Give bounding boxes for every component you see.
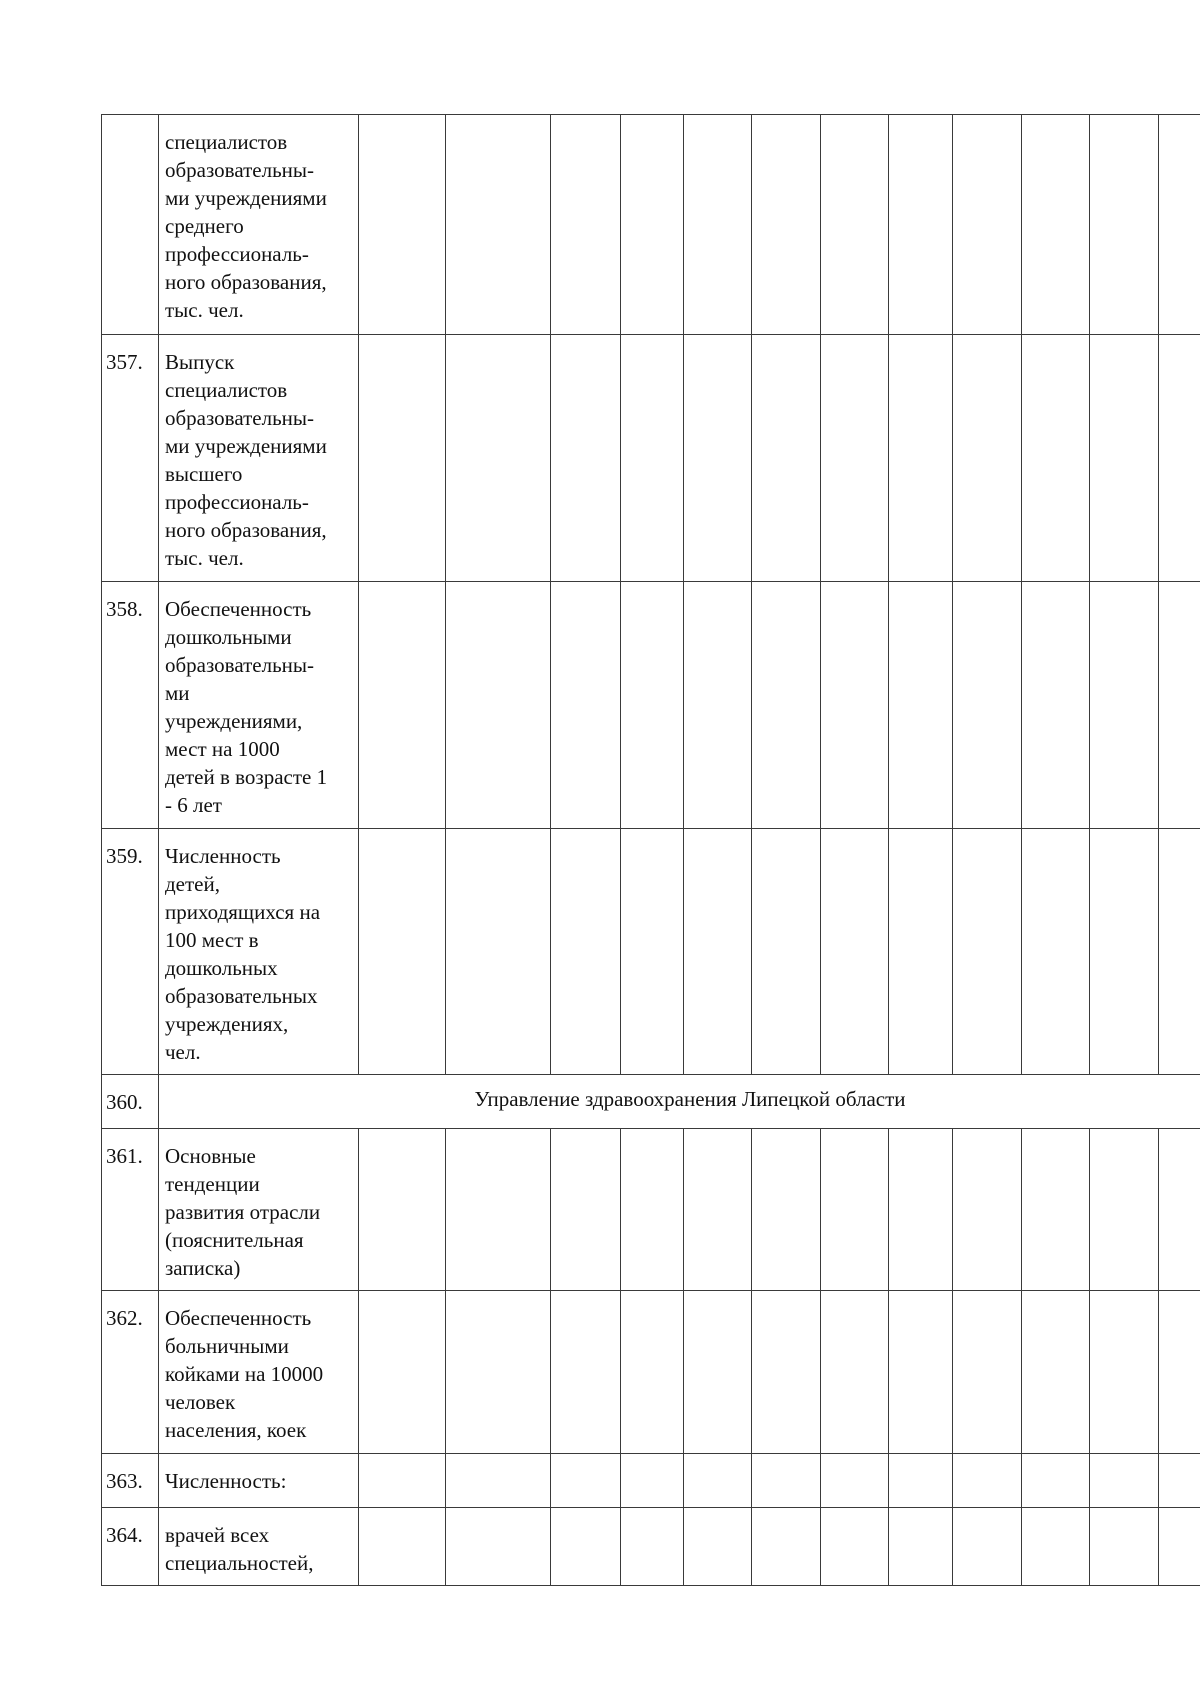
indicator-label-line: ми bbox=[165, 681, 190, 705]
value-cell bbox=[684, 1508, 752, 1586]
indicator-label-line: человек bbox=[165, 1390, 236, 1414]
value-cell bbox=[359, 335, 446, 582]
value-cell bbox=[953, 115, 1022, 335]
value-cell bbox=[551, 115, 621, 335]
value-cell bbox=[1090, 335, 1159, 582]
table-row bbox=[102, 1291, 1200, 1454]
row-number: 361. bbox=[102, 1129, 159, 1291]
value-cell bbox=[889, 335, 953, 582]
indicator-label-line: населения, коек bbox=[165, 1418, 307, 1442]
value-cell bbox=[953, 1454, 1022, 1508]
value-cell bbox=[684, 829, 752, 1075]
value-cell bbox=[889, 1508, 953, 1586]
indicator-label-line: образовательны- bbox=[165, 406, 314, 430]
table-row bbox=[102, 335, 1200, 582]
value-cell bbox=[621, 1291, 684, 1454]
value-cell bbox=[621, 829, 684, 1075]
indicator-label-line: Численность: bbox=[165, 1469, 287, 1493]
value-cell bbox=[889, 829, 953, 1075]
indicator-label-line: ного образования, bbox=[165, 270, 327, 294]
document-table-container bbox=[101, 114, 1200, 1586]
section-title: Управление здравоохранения Липецкой области bbox=[159, 1075, 1200, 1129]
row-number bbox=[102, 115, 159, 335]
value-cell bbox=[752, 1291, 821, 1454]
indicator-label-line: тыс. чел. bbox=[165, 298, 244, 322]
value-cell bbox=[551, 1454, 621, 1508]
indicator-label-line: тенденции bbox=[165, 1172, 260, 1196]
section-row bbox=[102, 1075, 1200, 1129]
value-cell bbox=[684, 1454, 752, 1508]
value-cell bbox=[1090, 829, 1159, 1075]
value-cell bbox=[1159, 582, 1200, 829]
value-cell bbox=[889, 582, 953, 829]
value-cell bbox=[446, 115, 551, 335]
value-cell bbox=[1090, 1454, 1159, 1508]
indicator-label-line: врачей всех bbox=[165, 1523, 270, 1547]
indicator-label-line: ми учреждениями bbox=[165, 434, 327, 458]
value-cell bbox=[684, 335, 752, 582]
indicator-label-line: Численность bbox=[165, 844, 281, 868]
indicator-label-line: ми учреждениями bbox=[165, 186, 327, 210]
value-cell bbox=[821, 1291, 889, 1454]
indicator-label-line: специалистов bbox=[165, 130, 288, 154]
indicator-label-line: детей, bbox=[165, 872, 220, 896]
indicator-label-line: - 6 лет bbox=[165, 793, 222, 817]
indicator-label-line: 100 мест в bbox=[165, 928, 259, 952]
value-cell bbox=[821, 115, 889, 335]
indicator-label-line: специальностей, bbox=[165, 1551, 314, 1575]
indicator-label-line: дошкольных bbox=[165, 956, 278, 980]
value-cell bbox=[551, 582, 621, 829]
indicator-label-line: учреждениях, bbox=[165, 1012, 289, 1036]
indicator-label-line: дошкольными bbox=[165, 625, 292, 649]
value-cell bbox=[1159, 1129, 1200, 1291]
value-cell bbox=[684, 115, 752, 335]
value-cell bbox=[446, 829, 551, 1075]
value-cell bbox=[889, 1291, 953, 1454]
value-cell bbox=[752, 115, 821, 335]
value-cell bbox=[821, 829, 889, 1075]
value-cell bbox=[1022, 1454, 1090, 1508]
value-cell bbox=[752, 1129, 821, 1291]
value-cell bbox=[752, 829, 821, 1075]
value-cell bbox=[752, 1454, 821, 1508]
value-cell bbox=[446, 1291, 551, 1454]
value-cell bbox=[953, 829, 1022, 1075]
value-cell bbox=[551, 1291, 621, 1454]
value-cell bbox=[359, 1129, 446, 1291]
indicator-label-line: Обеспеченность bbox=[165, 597, 312, 621]
indicator-label bbox=[159, 829, 359, 1075]
value-cell bbox=[752, 1508, 821, 1586]
value-cell bbox=[953, 1291, 1022, 1454]
value-cell bbox=[1159, 1508, 1200, 1586]
indicator-label-line: чел. bbox=[165, 1040, 201, 1064]
value-cell bbox=[953, 582, 1022, 829]
indicator-label-line: (пояснительная bbox=[165, 1228, 304, 1252]
indicator-label bbox=[159, 335, 359, 582]
value-cell bbox=[551, 829, 621, 1075]
indicator-label-line: образовательных bbox=[165, 984, 318, 1008]
indicator-label-line: образовательны- bbox=[165, 158, 314, 182]
value-cell bbox=[1022, 1291, 1090, 1454]
indicator-label-line: ного образования, bbox=[165, 518, 327, 542]
indicator-label-line: тыс. чел. bbox=[165, 546, 244, 570]
indicator-label-line: учреждениями, bbox=[165, 709, 303, 733]
value-cell bbox=[821, 1508, 889, 1586]
value-cell bbox=[1090, 1129, 1159, 1291]
indicator-label bbox=[159, 1454, 359, 1508]
indicator-label-line: среднего bbox=[165, 214, 244, 238]
value-cell bbox=[1022, 829, 1090, 1075]
value-cell bbox=[684, 1291, 752, 1454]
value-cell bbox=[446, 1454, 551, 1508]
indicator-label bbox=[159, 1508, 359, 1586]
value-cell bbox=[953, 335, 1022, 582]
value-cell bbox=[1090, 115, 1159, 335]
row-number: 358. bbox=[102, 582, 159, 829]
value-cell bbox=[1022, 1508, 1090, 1586]
value-cell bbox=[359, 1454, 446, 1508]
value-cell bbox=[359, 1291, 446, 1454]
value-cell bbox=[1159, 1454, 1200, 1508]
value-cell bbox=[446, 1129, 551, 1291]
value-cell bbox=[1159, 829, 1200, 1075]
value-cell bbox=[621, 335, 684, 582]
value-cell bbox=[621, 1129, 684, 1291]
value-cell bbox=[1022, 582, 1090, 829]
table-row bbox=[102, 1129, 1200, 1291]
value-cell bbox=[621, 1454, 684, 1508]
value-cell bbox=[359, 582, 446, 829]
table-row bbox=[102, 1508, 1200, 1586]
row-number: 360. bbox=[102, 1075, 159, 1129]
value-cell bbox=[446, 1508, 551, 1586]
table-row bbox=[102, 829, 1200, 1075]
value-cell bbox=[1159, 115, 1200, 335]
value-cell bbox=[359, 115, 446, 335]
row-number: 364. bbox=[102, 1508, 159, 1586]
indicator-label bbox=[159, 582, 359, 829]
value-cell bbox=[889, 115, 953, 335]
value-cell bbox=[821, 335, 889, 582]
indicator-label-line: профессиональ- bbox=[165, 490, 309, 514]
value-cell bbox=[821, 582, 889, 829]
table-row bbox=[102, 582, 1200, 829]
value-cell bbox=[889, 1454, 953, 1508]
indicator-label bbox=[159, 115, 359, 335]
indicator-label-line: образовательны- bbox=[165, 653, 314, 677]
indicators-table bbox=[101, 114, 1200, 1586]
table-body bbox=[102, 115, 1200, 1586]
indicator-label-line: больничными bbox=[165, 1334, 289, 1358]
indicator-label-line: Выпуск bbox=[165, 350, 235, 374]
indicator-label-line: приходящихся на bbox=[165, 900, 321, 924]
value-cell bbox=[551, 335, 621, 582]
value-cell bbox=[821, 1129, 889, 1291]
indicator-label-line: специалистов bbox=[165, 378, 288, 402]
indicator-label-line: развития отрасли bbox=[165, 1200, 321, 1224]
value-cell bbox=[1090, 1291, 1159, 1454]
value-cell bbox=[752, 582, 821, 829]
value-cell bbox=[551, 1508, 621, 1586]
indicator-label-line: записка) bbox=[165, 1256, 241, 1280]
table-row bbox=[102, 115, 1200, 335]
table-row bbox=[102, 1454, 1200, 1508]
value-cell bbox=[359, 829, 446, 1075]
indicator-label bbox=[159, 1291, 359, 1454]
value-cell bbox=[1159, 335, 1200, 582]
row-number: 362. bbox=[102, 1291, 159, 1454]
value-cell bbox=[1022, 1129, 1090, 1291]
value-cell bbox=[1159, 1291, 1200, 1454]
value-cell bbox=[821, 1454, 889, 1508]
value-cell bbox=[752, 335, 821, 582]
value-cell bbox=[359, 1508, 446, 1586]
indicator-label-line: Основные bbox=[165, 1144, 256, 1168]
row-number: 363. bbox=[102, 1454, 159, 1508]
indicator-label-line: Обеспеченность bbox=[165, 1306, 312, 1330]
value-cell bbox=[1022, 335, 1090, 582]
value-cell bbox=[953, 1129, 1022, 1291]
indicator-label-line: мест на 1000 bbox=[165, 737, 280, 761]
value-cell bbox=[889, 1129, 953, 1291]
row-number: 359. bbox=[102, 829, 159, 1075]
value-cell bbox=[621, 115, 684, 335]
value-cell bbox=[953, 1508, 1022, 1586]
value-cell bbox=[446, 582, 551, 829]
indicator-label-line: койками на 10000 bbox=[165, 1362, 324, 1386]
value-cell bbox=[684, 582, 752, 829]
indicator-label-line: высшего bbox=[165, 462, 243, 486]
value-cell bbox=[551, 1129, 621, 1291]
indicator-label-line: детей в возрасте 1 bbox=[165, 765, 328, 789]
value-cell bbox=[1022, 115, 1090, 335]
indicator-label bbox=[159, 1129, 359, 1291]
value-cell bbox=[1090, 582, 1159, 829]
value-cell bbox=[1090, 1508, 1159, 1586]
value-cell bbox=[621, 582, 684, 829]
value-cell bbox=[621, 1508, 684, 1586]
indicator-label-line: профессиональ- bbox=[165, 242, 309, 266]
row-number: 357. bbox=[102, 335, 159, 582]
value-cell bbox=[684, 1129, 752, 1291]
value-cell bbox=[446, 335, 551, 582]
